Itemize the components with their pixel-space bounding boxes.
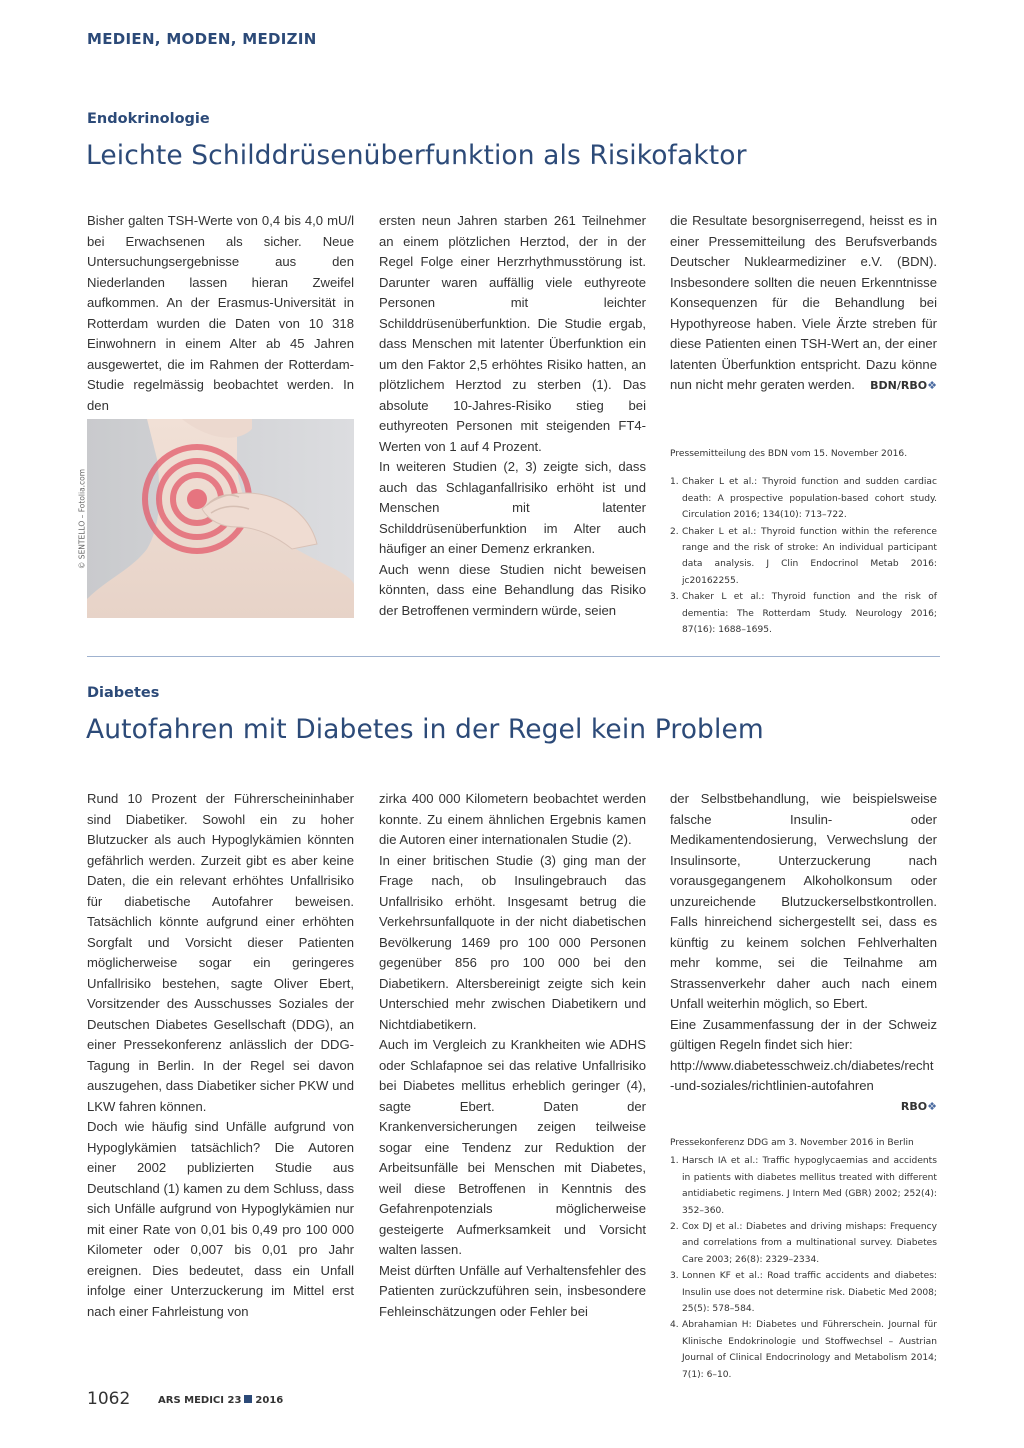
article2-col2-p2: In einer britischen Studie (3) ging man der Frage nach, ob Insulingebrauch das Unfallrisiko erhöht. Insgesamt betrug die Verkehrsunfallquote in der nicht diabetischen Bevölkerung 1469 pro 100 000 Personen gegenüber 856 pro 100 000 bei den Diabetikern. Altersbereinigt zeigte sich kein Unterschied mehr zwischen Diabetikern und Nichtdiabetikern. — [379, 852, 646, 1032]
article2-col1 — [87, 789, 354, 1322]
article-divider — [87, 656, 940, 657]
article2-col1-p2: Doch wie häufig sind Unfälle aufgrund von Hypoglykämien tatsächlich? Die Autoren einer 2002 publizierten Studie aus Deutschland (1) kamen zu dem Schluss, dass sich Unfälle aufgrund von Hypoglykämien nur mit einer Rate von 0,01 bis 0,49 pro 100 000 Kilometer oder 0,007 bis 0,01 pro Jahr ereignen. Dies bedeutet, dass ein Unfall infolge einer Unterzuckerung im Mittel erst nach einer Fahrleistung von — [87, 1119, 354, 1319]
article2-col2-p1: zirka 400 000 Kilometern beobachtet werden konnte. Zu einem ähnlichen Ergebnis kamen die Autoren einer internationalen Studie (2). — [379, 791, 646, 847]
article2-col1-p1: Rund 10 Prozent der Führerscheininhaber sind Diabetiker. Sowohl ein zu hoher Blutzucker als auch Hypoglykämien könnten gefährlich werden. Zurzeit gibt es aber keine Daten, die ein relevant erhöhtes Unfallrisiko für diabetische Autofahrer beweisen. Tatsächlich könnte aufgrund einer erhöhten Sorgfalt und Vorsicht dieser Patienten möglicherweise sogar ein geringeres Unfallrisiko bestehen, sagte Oliver Ebert, Vorsitzender des Ausschusses Soziales der Deutschen Diabetes Gesellschaft (DDG), an einer Pressekonferenz anlässlich der DDG-Tagung in Berlin. In der Regel sei davon auszugehen, dass Diabetiker sicher PKW und LKW fahren können. — [87, 791, 354, 1114]
reference-number: 2. — [670, 1222, 679, 1233]
issue-year: 2016 — [255, 1395, 284, 1406]
photo-credit — [77, 419, 87, 618]
article1-ref-list — [670, 474, 937, 638]
article1-title: Leichte Schilddrüsenüberfunktion als Risikofaktor — [86, 140, 747, 171]
reference-text: Chaker L et al.: Thyroid function and the risk of dementia: The Rotterdam Study. Neurology 2016; 87(16): 1688–1695. — [682, 592, 937, 636]
article1-signature-text: BDN/RBO — [870, 378, 928, 392]
article2-col3 — [670, 789, 937, 1117]
diamond-icon: ❖ — [927, 378, 937, 392]
diamond-icon: ❖ — [927, 1099, 937, 1113]
article1-col2 — [379, 211, 646, 621]
article1-kicker: Endokrinologie — [87, 111, 210, 127]
reference-text: Chaker L et al.: Thyroid function within the reference range and the risk of stroke: An individual participant data analysis. J Clin Endocrinol Metab 2016: jc20162255. — [682, 526, 937, 586]
reference-item — [670, 589, 937, 638]
reference-number: 1. — [670, 477, 679, 488]
article1-col2-p2: In weiteren Studien (2, 3) zeigte sich, dass auch das Schlaganfallrisiko erhöht ist und Menschen mit latenter Schilddrüsenüberfunktion im Alter auch häufiger an einer Demenz erkranken. — [379, 459, 646, 556]
article2-ref-list — [670, 1153, 937, 1383]
page-footer — [87, 1389, 284, 1409]
reference-item — [670, 1317, 937, 1383]
page-number: 1062 — [87, 1389, 131, 1409]
article1-references — [670, 446, 937, 638]
article2-col2-p4: Meist dürften Unfälle auf Verhaltensfehler des Patienten zurückzuführen sein, insbesondere Fehleinschätzungen oder Fehler bei — [379, 1262, 646, 1319]
issue-number: 23 — [227, 1395, 242, 1406]
article1-col2-p3: Auch wenn diese Studien nicht beweisen könnten, dass eine Behandlung das Risiko der Betroffenen vermindern würde, seien — [379, 561, 646, 618]
article1-col2-p1: ersten neun Jahren starben 261 Teilnehmer an einem plötzlichen Herztod, der in der Regel Folge einer Herzrhythmusstörung ist. Darunter waren auffällig viele euthyreote Personen mit leichter Schilddrüsenüberfunktion. Die Studie ergab, dass Menschen mit latenter Überfunktion ein um den Faktor 2,5 erhöhtes Risiko hatten, an plötzlichem Herztod zu sterben (1). Das absolute 10-Jahres-Risiko stieg bei euthyreoten Personen mit steigenden FT4-Werten von 1 auf 4 Prozent. — [379, 213, 646, 454]
article2-url-link[interactable]: http://www.diabetesschweiz.ch/diabetes/recht-und-soziales/richtlinien-autofahren — [670, 1057, 934, 1093]
reference-text: Cox DJ et al.: Diabetes and driving mishaps: Frequency and correlations from a multinational survey. Diabetes Care 2003; 26(8): 2329–2334. — [682, 1222, 937, 1265]
square-icon — [244, 1395, 252, 1403]
reference-number: 2. — [670, 526, 679, 537]
article2-references — [670, 1135, 937, 1383]
article1-col3 — [670, 211, 937, 396]
reference-item — [670, 474, 937, 523]
reference-number: 3. — [670, 592, 679, 603]
neck-photo-illustration — [87, 419, 354, 618]
article1-col1 — [87, 211, 354, 416]
reference-text: Lonnen KF et al.: Road traffic accidents and diabetes: Insulin use does not determine risk. Diabetic Med 2008; 25(5): 578–584. — [682, 1271, 937, 1315]
article2-signature — [670, 1097, 937, 1118]
article1-col1-text: Bisher galten TSH-Werte von 0,4 bis 4,0 mU/l bei Erwachsenen als sicher. Neue Untersuchungsergebnisse aus den Niederlanden lassen hieran Zweifel aufkommen. An der Erasmus-Universität in Rotterdam wurden die Daten von 10 318 Einwohnern in einem Alter ab 45 Jahren ausgewertet, die im Rahmen der Rotterdam-Studie regelmässig beobachtet werden. In den — [87, 213, 354, 413]
reference-number: 3. — [670, 1271, 679, 1282]
article2-col3-p2: Eine Zusammenfassung der in der Schweiz gültigen Regeln findet sich hier: — [670, 1016, 937, 1052]
reference-number: 1. — [670, 1156, 679, 1167]
neck-target-photo — [87, 419, 354, 618]
reference-item — [670, 1153, 937, 1219]
section-label: MEDIEN, MODEN, MEDIZIN — [87, 30, 317, 48]
magazine-name: ARS MEDICI — [158, 1395, 224, 1406]
article1-col3-text: die Resultate besorgniserregend, heisst es in einer Pressemitteilung des Berufsverbands Deutscher Nuklearmediziner e.V. (BDN). Insbesondere sollten die neuen Erkenntnisse Konsequenzen für die Behandlung bei Hypothyreose haben. Viele Ärzte streben für diese Patienten einen TSH-Wert an, der einer latenten Überfunktion entspricht. Dazu könne nun nicht mehr geraten werden. — [670, 213, 937, 392]
reference-item — [670, 1268, 937, 1317]
reference-item — [670, 1219, 937, 1268]
article2-col2 — [379, 789, 646, 1322]
article2-col3-p1: der Selbstbehandlung, wie beispielsweise falsche Insulin- oder Medikamentendosierung, Verwechslung der Insulinsorte, Unterzuckerung nach vorausgegangenem Alkoholkonsum oder unzureichende Blutzuckerselbstkontrollen. Falls hinreichend sichergestellt sei, dass es künftig zu keinem solchen Fehlverhalten mehr komme, sei die Teilnahme am Strassenverkehr daher auch nach einem Unfall weiterhin möglich, so Ebert. — [670, 791, 937, 1011]
article2-signature-text: RBO — [900, 1099, 928, 1113]
magazine-issue — [158, 1395, 283, 1406]
reference-number: 4. — [670, 1320, 679, 1331]
article2-ref-source: Pressekonferenz DDG am 3. November 2016 in Berlin — [670, 1138, 914, 1148]
reference-item — [670, 524, 937, 590]
article1-ref-source: Pressemitteilung des BDN vom 15. November 2016. — [670, 449, 908, 459]
article2-title: Autofahren mit Diabetes in der Regel kein Problem — [86, 714, 764, 745]
photo-credit-text: © SENTELLO – Fotolia.com — [77, 468, 87, 569]
article2-kicker: Diabetes — [87, 685, 160, 701]
reference-text: Harsch IA et al.: Traffic hypoglycaemias and accidents in patients with diabetes mellitus treated with different antidiabetic regimens. J Intern Med (GBR) 2002; 252(4): 352–360. — [682, 1156, 937, 1216]
article2-col2-p3: Auch im Vergleich zu Krankheiten wie ADHS oder Schlafapnoe sei das relative Unfallrisiko bei Diabetes mellitus erheblich geringer (4), sagte Ebert. Daten der Krankenversicherungen zeigen teilweise sogar eine Tendenz zur Reduktion der Arbeitsunfälle bei Menschen mit Diabetes, weil diese Betroffenen in Kenntnis des Gefahrenpotenzials möglicherweise gesteigerte Aufmerksamkeit und Vorsicht walten lassen. — [379, 1037, 646, 1257]
reference-text: Abrahamian H: Diabetes und Führerschein. Journal für Klinische Endokrinologie und Stoffwechsel – Austrian Journal of Clinical Endocrinology and Metabolism 2014; 7(1): 6–10. — [682, 1320, 937, 1380]
reference-text: Chaker L et al.: Thyroid function and sudden cardiac death: A prospective population-based cohort study. Circulation 2016; 134(10): 713–722. — [682, 477, 937, 521]
